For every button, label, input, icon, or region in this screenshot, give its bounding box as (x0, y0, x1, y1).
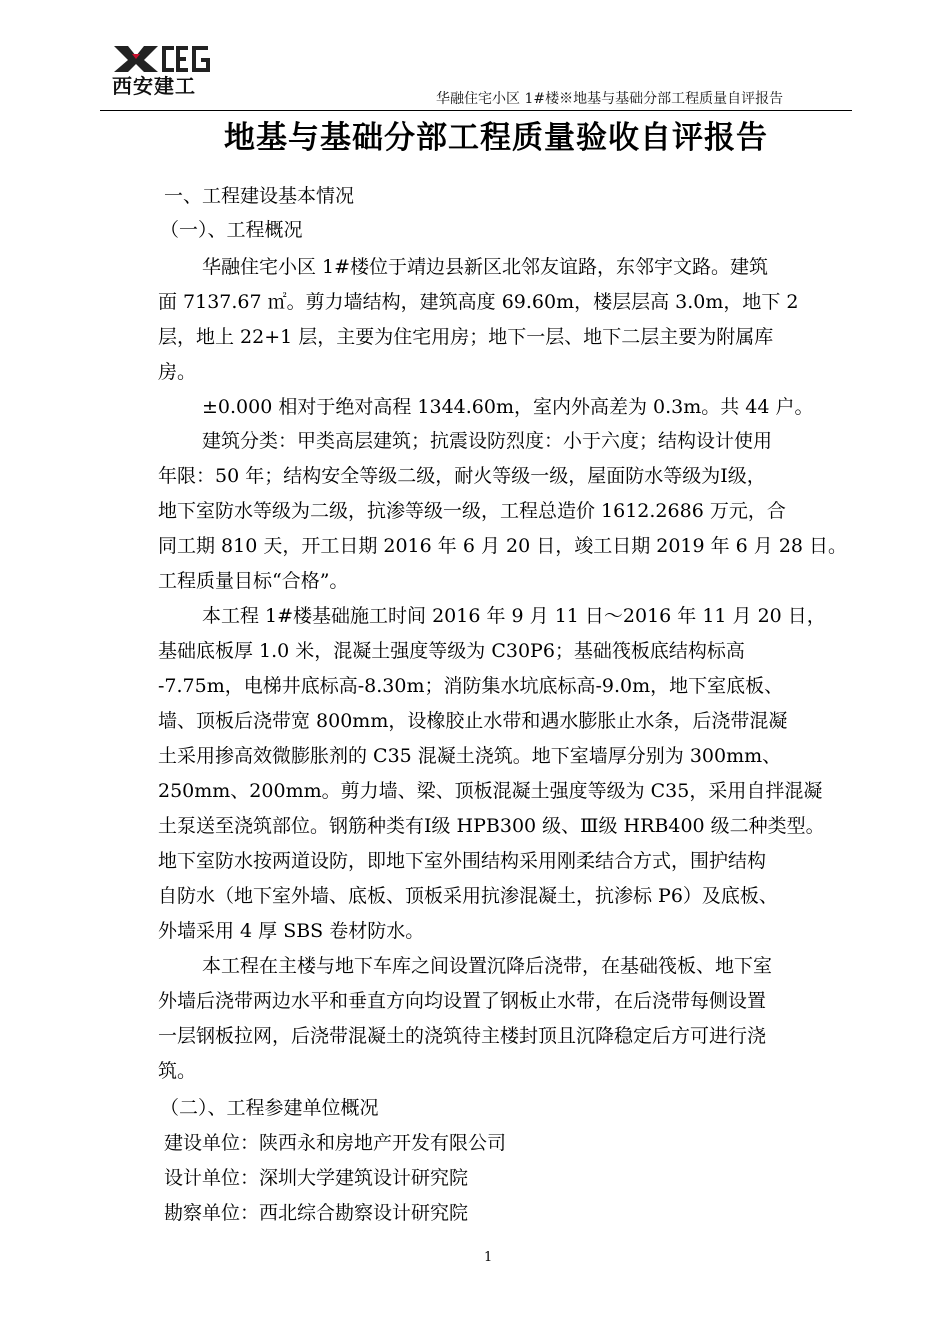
paragraph-line: 地下室防水等级为二级，抗渗等级一级，工程总造价 1612.2686 万元，合 (158, 500, 786, 522)
page-number: 1 (484, 1250, 493, 1265)
document-title: 地基与基础分部工程质量验收自评报告 (224, 120, 768, 156)
ceg-logo-icon (112, 44, 212, 74)
paragraph-line: 华融住宅小区 1#楼位于靖边县新区北邻友谊路，东邻宇文路。建筑 (202, 256, 769, 278)
paragraph-line: -7.75m，电梯井底标高-8.30m；消防集水坑底标高-9.0m，地下室底板、 (158, 675, 784, 697)
paragraph-line: 面 7137.67 ㎡。剪力墙结构，建筑高度 69.60m，楼层层高 3.0m，地下 2 (158, 291, 799, 313)
paragraph-line: 地下室防水按两道设防，即地下室外围结构采用刚柔结合方式，围护结构 (158, 850, 767, 872)
subsection-heading: （二）、工程参建单位概况 (160, 1097, 379, 1119)
paragraph-line: 一层钢板拉网，后浇带混凝土的浇筑待主楼封顶且沉降稳定后方可进行浇 (158, 1025, 767, 1047)
subsection-heading: （一）、工程概况 (160, 219, 303, 241)
paragraph-line: 房。 (158, 361, 197, 383)
paragraph-line: 基础底板厚 1.0 米，混凝土强度等级为 C30P6；基础筏板底结构标高 (158, 640, 745, 662)
paragraph-line: 本工程在主楼与地下车库之间设置沉降后浇带，在基础筏板、地下室 (202, 955, 773, 977)
paragraph-line: 筑。 (158, 1060, 197, 1082)
paragraph-line: 土泵送至浇筑部位。钢筋种类有Ⅰ级 HPB300 级、Ⅲ级 HRB400 级二种类型。 (158, 815, 825, 837)
paragraph-line: 建筑分类：甲类高层建筑；抗震设防烈度：小于六度；结构设计使用 (202, 430, 773, 452)
paragraph-line: 同工期 810 天，开工日期 2016 年 6 月 20 日，竣工日期 2019 年 6 月 28 日。 (158, 535, 848, 557)
paragraph-line: 本工程 1#楼基础施工时间 2016 年 9 月 11 日～2016 年 11 月 20 日， (202, 605, 826, 627)
paragraph-line: 工程质量目标“合格”。 (158, 570, 349, 592)
paragraph-line: 层，地上 22+1 层，主要为住宅用房；地下一层、地下二层主要为附属库 (158, 326, 774, 348)
unit-line: 勘察单位：西北综合勘察设计研究院 (164, 1202, 469, 1224)
paragraph-line: 土采用掺高效微膨胀剂的 C35 混凝土浇筑。地下室墙厚分别为 300mm、 (158, 745, 782, 767)
header-divider (100, 110, 852, 111)
running-header: 华融住宅小区 1#楼※地基与基础分部工程质量自评报告 (436, 91, 784, 107)
paragraph-line: 外墙后浇带两边水平和垂直方向均设置了钢板止水带，在后浇带每侧设置 (158, 990, 767, 1012)
unit-line: 设计单位：深圳大学建筑设计研究院 (164, 1167, 469, 1189)
unit-line: 建设单位：陕西永和房地产开发有限公司 (164, 1132, 507, 1154)
logo-text: 西安建工 (112, 74, 196, 98)
paragraph-line: 墙、顶板后浇带宽 800mm，设橡胶止水带和遇水膨胀止水条，后浇带混凝 (158, 710, 788, 732)
company-logo (112, 44, 212, 100)
paragraph-line: 年限：50 年；结构安全等级二级，耐火等级一级，屋面防水等级为Ⅰ级， (158, 465, 766, 487)
paragraph-line: 250mm、200mm。剪力墙、梁、顶板混凝土强度等级为 C35，采用自拌混凝 (158, 780, 823, 802)
section-heading: 一、工程建设基本情况 (164, 185, 355, 207)
paragraph-line: 外墙采用 4 厚 SBS 卷材防水。 (158, 920, 425, 942)
paragraph-line: ±0.000 相对于绝对高程 1344.60m，室内外高差为 0.3m。共 44 户。 (202, 396, 814, 418)
paragraph-line: 自防水（地下室外墙、底板、顶板采用抗渗混凝土，抗渗标 P6）及底板、 (158, 885, 778, 907)
